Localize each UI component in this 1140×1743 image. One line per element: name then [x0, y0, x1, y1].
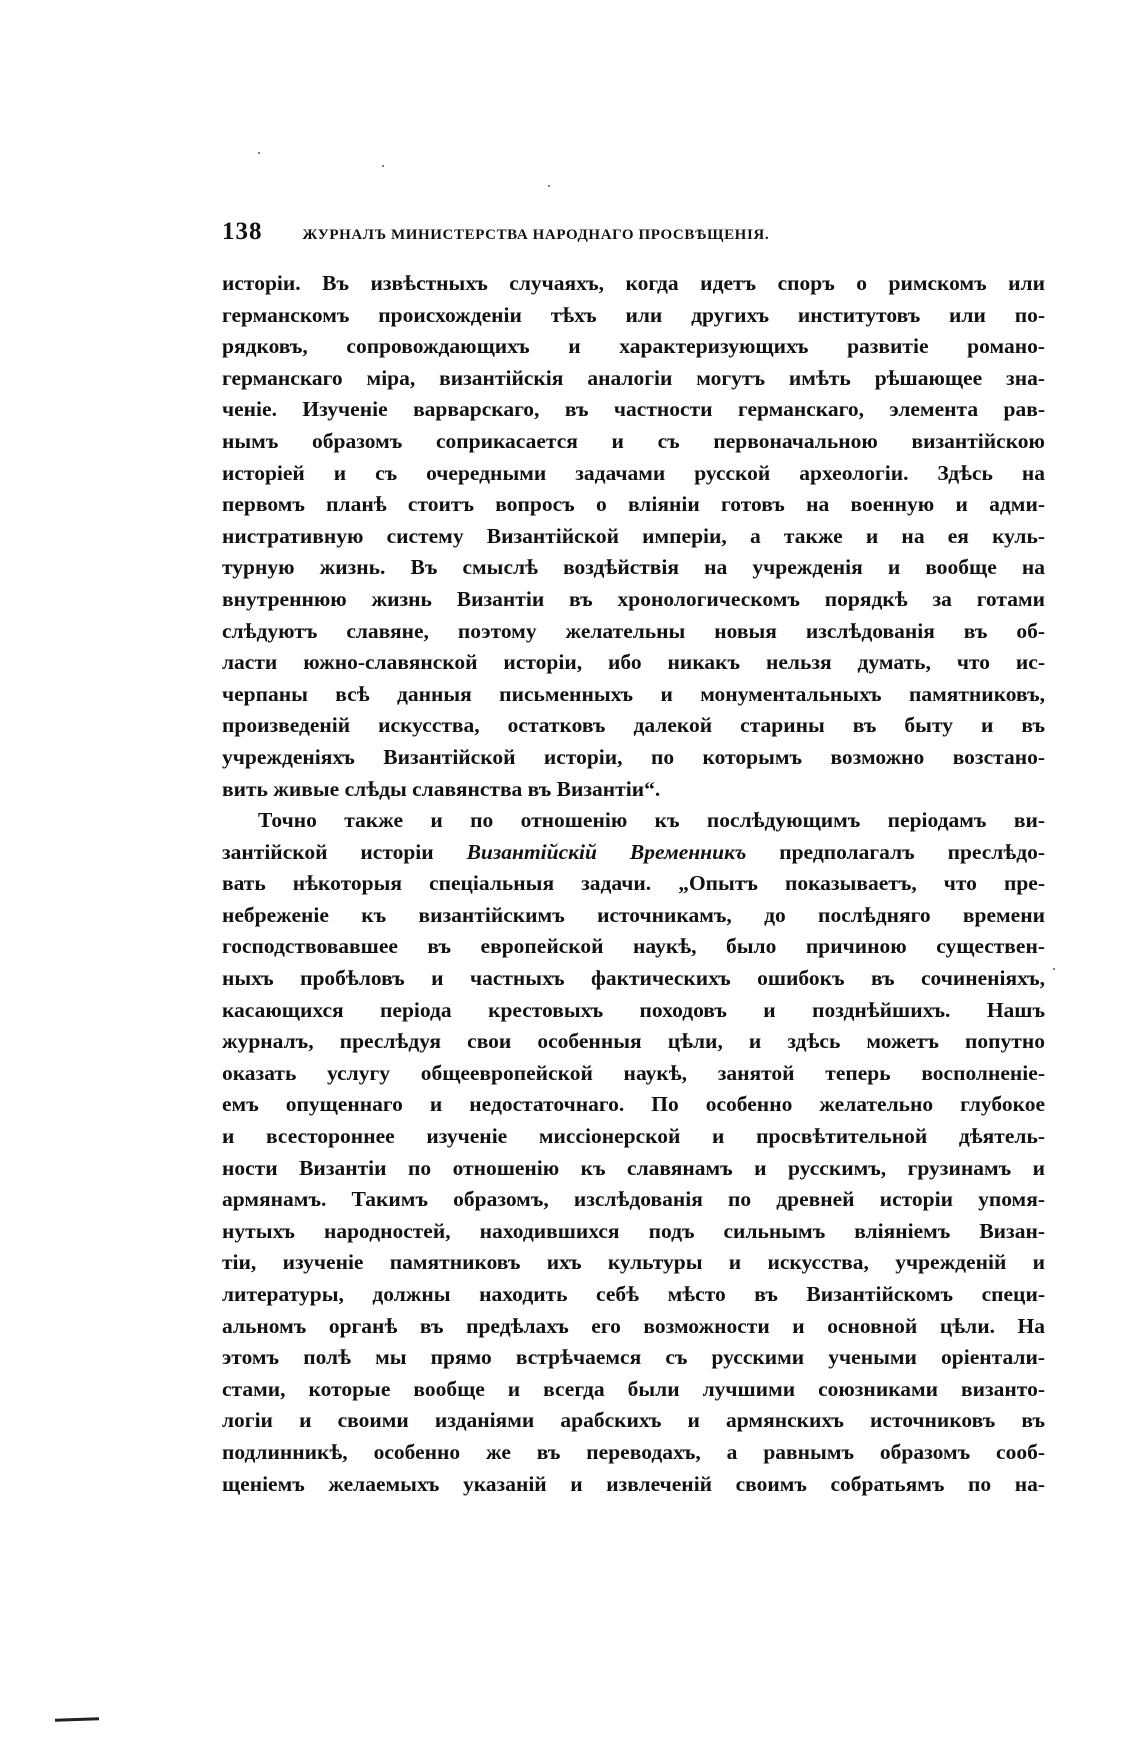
- text-line-with-italic: зантійской исторіи Византійскій Временникъ предполагалъ преслѣдо-: [222, 839, 1045, 864]
- text-line: черпаны всѣ данныя письменныхъ и монументальныхъ памятниковъ,: [222, 681, 1045, 706]
- scan-speck: [382, 165, 384, 167]
- text-line: учрежденіяхъ Византійской исторіи, по которымъ возможно возстано-: [222, 744, 1045, 769]
- text-line: тіи, изученіе памятниковъ ихъ культуры и искусства, учрежденій и: [222, 1250, 1045, 1275]
- text-line: нутыхъ народностей, находившихся подъ сильнымъ вліяніемъ Визан-: [222, 1218, 1045, 1243]
- text-line: емъ опущеннаго и недостаточнаго. По особенно желательно глубокое: [222, 1092, 1045, 1117]
- text-line: армянамъ. Такимъ образомъ, изслѣдованія по древней исторіи упомя-: [222, 1187, 1045, 1212]
- text-line: исторіей и съ очередными задачами русской археологіи. Здѣсь на: [222, 460, 1045, 485]
- text-line: небреженіе къ византійскимъ источникамъ, до послѣдняго времени: [222, 902, 1045, 927]
- text-line: произведеній искусства, остатковъ далекой старины въ быту и въ: [222, 713, 1045, 738]
- text-line: стами, которые вообще и всегда были лучшими союзниками византо-: [222, 1376, 1045, 1401]
- text-line: первомъ планѣ стоитъ вопросъ о вліяніи готовъ на военную и адми-: [222, 492, 1045, 517]
- text-line: слѣдуютъ славяне, поэтому желательны новыя изслѣдованія въ об-: [222, 618, 1045, 643]
- text-line: внутреннюю жизнь Византіи въ хронологическомъ порядкѣ за готами: [222, 586, 1045, 611]
- text-line: литературы, должны находить себѣ мѣсто въ Византійскомъ специ-: [222, 1282, 1045, 1306]
- scan-speck: [258, 152, 260, 154]
- text-line: журналъ, преслѣдуя свои особенныя цѣли, и здѣсь можетъ попутно: [222, 1029, 1045, 1054]
- running-title: ЖУРНАЛЪ МИНИСТЕРСТВА НАРОДНАГО ПРОСВѢЩЕНІЯ.: [302, 227, 770, 243]
- text-line: вать нѣкоторыя спеціальныя задачи. „Опытъ показываетъ, что пре-: [222, 871, 1045, 896]
- text-line: германскаго міра, византійскія аналогіи могутъ имѣть рѣшающее зна-: [222, 365, 1045, 390]
- page-number: 138: [222, 218, 263, 245]
- text-line: исторіи. Въ извѣстныхъ случаяхъ, когда идетъ споръ о римскомъ или: [222, 271, 1045, 295]
- text-line: и всестороннее изученіе миссіонерской и просвѣтительной дѣятель-: [222, 1124, 1045, 1149]
- text-line: касающихся періода крестовыхъ походовъ и позднѣйшихъ. Нашъ: [222, 997, 1045, 1022]
- text-line: ласти южно-славянской исторіи, ибо никакъ нельзя думать, что ис-: [222, 650, 1045, 675]
- text-line: альномъ органѣ въ предѣлахъ его возможности и основной цѣли. На: [222, 1313, 1045, 1338]
- text-line: нымъ образомъ соприкасается и съ первоначальною византійскою: [222, 428, 1045, 453]
- text-line: рядковъ, сопровождающихъ и характеризующихъ развитіе романо-: [222, 334, 1045, 359]
- text-line: ныхъ пробѣловъ и частныхъ фактическихъ ошибокъ въ сочиненіяхъ,: [222, 966, 1045, 991]
- text-line: ченіе. Изученіе варварскаго, въ частности германскаго, элемента рав-: [222, 397, 1045, 422]
- scan-speck: [1053, 968, 1055, 970]
- journal-title-italic: Византійскій Временникъ: [466, 839, 747, 864]
- text-line: турную жизнь. Въ смыслѣ воздѣйствія на учрежденія и вообще на: [222, 555, 1045, 580]
- text-line: логіи и своими изданіями арабскихъ и армянскихъ источниковъ въ: [222, 1408, 1045, 1433]
- text-line: щеніемъ желаемыхъ указаній и извлеченій своимъ собратьямъ по на-: [222, 1471, 1045, 1496]
- text-line: ности Византіи по отношенію къ славянамъ и русскимъ, грузинамъ и: [222, 1155, 1045, 1180]
- text-line: этомъ полѣ мы прямо встрѣчаемся съ русскими учеными оріентали-: [222, 1345, 1045, 1370]
- text-line: подлинникѣ, особенно же въ переводахъ, а равнымъ образомъ сооб-: [222, 1439, 1045, 1464]
- scan-speck: [548, 185, 550, 187]
- margin-dash-mark: [55, 1717, 99, 1722]
- text-line: оказать услугу общеевропейской наукѣ, занятой теперь восполненіе-: [222, 1060, 1045, 1085]
- body-text: [222, 268, 1045, 1500]
- paragraph-start-line: Точно также и по отношенію къ послѣдующимъ періодамъ ви-: [258, 808, 1045, 833]
- text-line: господствовавшее въ европейской наукѣ, было причиною существен-: [222, 934, 1045, 959]
- text-line: нистративную систему Византійской имперіи, а также и на ея куль-: [222, 523, 1045, 548]
- page-header: [222, 218, 922, 252]
- paragraph-end-line: вить живые слѣды славянства въ Византіи“.: [222, 776, 661, 801]
- text-line: германскомъ происхожденіи тѣхъ или другихъ институтовъ или по-: [222, 302, 1045, 327]
